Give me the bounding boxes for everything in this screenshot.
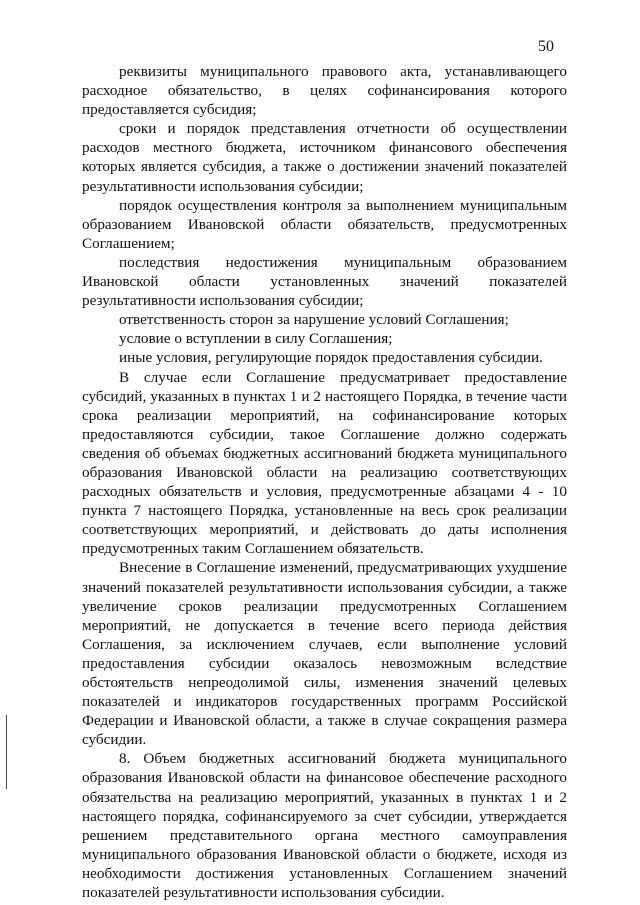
paragraph-other-conditions: иные условия, регулирующие порядок предоставления субсидии. xyxy=(119,349,543,367)
paragraph-amendments: Внесение в Соглашение изменений, предусматривающих ухудшение значений показателей результативности использования субсидии, а также увеличение сроков реализации предусмотренных Соглашением мероприятий, не допускается в течение всего периода действия Соглашения, за исключением случаев, если выполнение условий предоставления субсидии оказалось невозможным вследствие обстоятельств непреодолимой силы, изменения значений целевых показателей и индикаторов государственных программ Российской Федерации и Ивановской области, а также в случае сокращения размера субсидии. xyxy=(82,559,567,749)
paragraph-consequences: последствия недостижения муниципальным образованием Ивановской области установленных значений показателей результативности использования субсидии; xyxy=(82,253,567,310)
paragraph-reporting-terms: сроки и порядок представления отчетности об осуществлении расходов местного бюджета, источником финансового обеспечения которых является субсидия, а также о достижении значений показателей результативности использования субсидии; xyxy=(82,120,567,195)
paragraph-requisites: реквизиты муниципального правового акта, устанавливающего расходное обязательство, в целях софинансирования которого предоставляется субсидия; xyxy=(82,63,567,119)
paragraph-item-8: 8. Объем бюджетных ассигнований бюджета муниципального образования Ивановской области на финансовое обеспечение расходного обязательства на реализацию мероприятий, указанных в пунктах 1 и 2 настоящего порядка, софинансируемого за счет субсидии, утверждается решением представительного органа местного самоуправления муниципального образования Ивановской области о бюджете, исходя из необходимости достижения установленных Соглашением значений показателей результативности использования субсидии. xyxy=(82,750,567,902)
document-body xyxy=(82,62,567,902)
paragraph-entry-into-force: условие о вступлении в силу Соглашения; xyxy=(119,330,393,348)
scan-margin-mark xyxy=(6,715,7,789)
paragraph-control-procedure: порядок осуществления контроля за выполнением муниципальным образованием Ивановской области обязательств, предусмотренных Соглашением; xyxy=(82,196,567,252)
paragraph-responsibility: ответственность сторон за нарушение условий Соглашения; xyxy=(119,311,509,329)
page-number: 50 xyxy=(538,38,554,55)
paragraph-partial-term: В случае если Соглашение предусматривает предоставление субсидий, указанных в пунктах 1 и 2 настоящего Порядка, в течение части срока реализации мероприятий, на софинансирование которых предоставляются субсидии, такое Соглашение должно содержать сведения об объемах бюджетных ассигнований бюджета муниципального образования Ивановской области на реализацию соответствующих расходных обязательств и условия, предусмотренные абзацами 4 - 10 пункта 7 настоящего Порядка, установленные на весь срок реализации соответствующих мероприятий, и действовать до даты исполнения предусмотренных таким Соглашением обязательств. xyxy=(82,368,567,558)
